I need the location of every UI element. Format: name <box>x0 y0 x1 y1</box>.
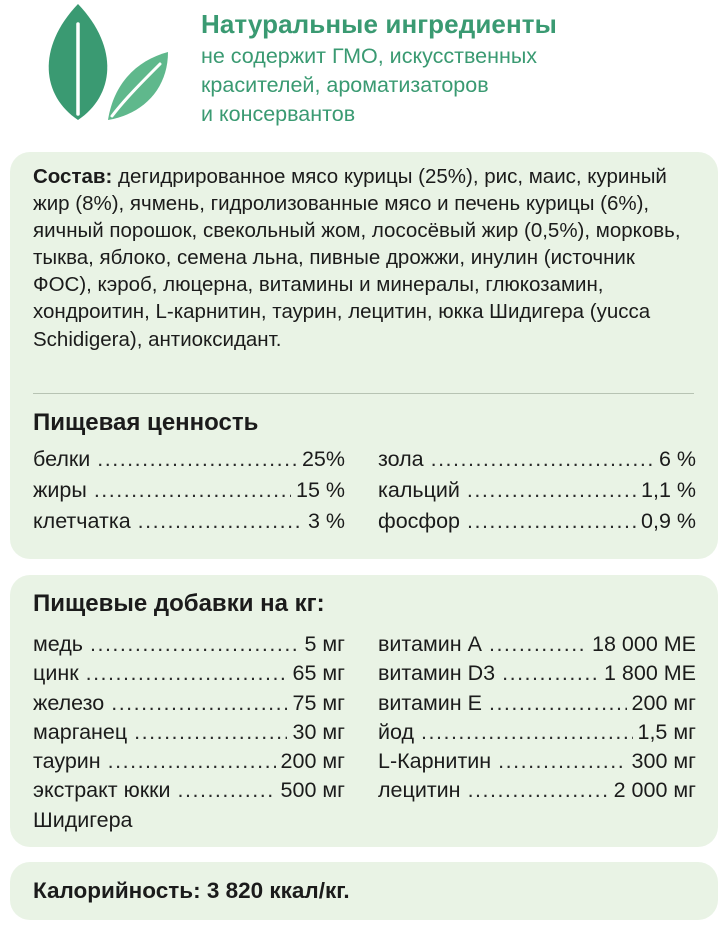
composition-label: Состав: <box>33 165 113 188</box>
subtitle-line: не содержит ГМО, искусственных <box>201 44 538 68</box>
subtitle-line: красителей, ароматизаторов <box>201 73 489 97</box>
additive-name: витамин А <box>378 632 482 656</box>
nutrition-title: Пищевая ценность <box>33 409 259 436</box>
leader-dots <box>108 747 276 776</box>
additive-value: 1,5 мг <box>637 719 696 744</box>
leader-dots <box>502 659 599 688</box>
leader-dots <box>489 689 627 718</box>
subtitle-line: и консервантов <box>201 102 356 126</box>
nutrition-row <box>33 506 345 537</box>
header <box>201 6 718 129</box>
leader-dots <box>468 776 609 805</box>
leader-dots <box>431 444 654 475</box>
additive-value: 300 мг <box>631 749 696 774</box>
nutrition-row <box>378 475 696 506</box>
additive-value: 75 мг <box>292 690 345 715</box>
leaves-icon <box>34 2 174 120</box>
additive-value: 500 мг <box>280 778 345 803</box>
nutrient-name: зола <box>378 447 424 471</box>
nutrition-row <box>378 444 696 475</box>
leader-dots <box>94 475 291 506</box>
additive-name: медь <box>33 632 84 656</box>
additive-name-continuation: Шидигера <box>33 807 133 832</box>
leader-dots <box>467 506 636 537</box>
additive-row <box>378 747 696 776</box>
additive-row <box>33 718 345 747</box>
additive-value: 65 мг <box>292 661 345 686</box>
page-title: Натуральные ингредиенты <box>201 9 557 39</box>
nutrition-row <box>378 506 696 537</box>
composition-ingredients: дегидрированное мясо курицы (25%), рис, маис, куриный жир (8%), ячмень, гидролизованные мясо и печень курицы (6%), яичный порошок, свекольный жом, лососёвый жир (0,5%), морковь, тыква, яблоко, семена льна, пивные дрожжи, инулин (источник ФОС), кэроб, люцерна, витамины и минералы, глюкозамин, хондроитин, L-карнитин, таурин, лецитин, юкка Шидигера (yucca Schidigera), антиоксидант. <box>33 165 681 351</box>
nutrient-value: 6 % <box>658 447 696 471</box>
divider <box>33 393 694 394</box>
nutrition-row <box>33 444 345 475</box>
nutrient-value: 3 % <box>307 509 345 533</box>
leader-dots <box>467 475 636 506</box>
additive-value: 5 мг <box>304 632 345 656</box>
additive-value: 2 000 мг <box>613 778 696 803</box>
nutrition-table <box>33 444 696 537</box>
nutrition-row <box>33 475 345 506</box>
additive-row <box>378 718 696 747</box>
additive-value: 200 мг <box>631 690 696 715</box>
additive-row <box>33 776 345 805</box>
additive-name: марганец <box>33 719 128 744</box>
additive-value: 18 000 МЕ <box>592 632 696 656</box>
additives-column-left <box>33 630 345 835</box>
additives-title: Пищевые добавки на кг: <box>33 590 325 617</box>
calories-panel <box>10 862 718 920</box>
leader-dots <box>138 506 303 537</box>
nutrient-name: фосфор <box>378 509 461 533</box>
additive-row <box>378 776 696 805</box>
nutrient-value: 25% <box>301 447 345 471</box>
additive-row <box>378 630 696 659</box>
leader-dots <box>178 776 276 805</box>
additive-row <box>33 630 345 659</box>
leader-dots <box>421 718 632 747</box>
leader-dots <box>111 689 287 718</box>
additive-name: лецитин <box>378 778 461 803</box>
leader-dots <box>86 659 288 688</box>
nutrition-column-left <box>33 444 345 537</box>
additive-value: 30 мг <box>292 719 345 744</box>
nutrient-name: клетчатка <box>33 509 131 533</box>
additive-name: L-Карнитин <box>378 749 492 774</box>
additive-row <box>378 689 696 718</box>
additive-name: витамин Е <box>378 690 482 715</box>
leader-dots <box>134 718 287 747</box>
nutrient-value: 15 % <box>295 478 345 502</box>
composition-text <box>33 163 683 353</box>
additive-name: йод <box>378 719 415 744</box>
additive-row <box>33 689 345 718</box>
additives-panel <box>10 575 718 847</box>
calories-text: Калорийность: 3 820 ккал/кг. <box>33 878 350 903</box>
additive-value: 200 мг <box>280 749 345 774</box>
additive-name: цинк <box>33 661 79 686</box>
nutrient-name: кальций <box>378 478 460 502</box>
additives-column-right <box>378 630 696 835</box>
additive-row <box>33 747 345 776</box>
nutrient-value: 0,9 % <box>641 509 696 533</box>
leader-dots <box>489 630 587 659</box>
leader-dots <box>90 630 299 659</box>
additive-name: железо <box>33 690 105 715</box>
additive-name: экстракт юкки <box>33 778 171 803</box>
additive-name: таурин <box>33 749 101 774</box>
page-subtitle <box>201 42 701 129</box>
additives-table <box>33 630 696 835</box>
nutrient-value: 1,1 % <box>641 478 696 502</box>
additive-row <box>378 659 696 688</box>
nutrition-column-right <box>378 444 696 537</box>
nutrient-name: белки <box>33 447 91 471</box>
composition-panel <box>10 152 718 559</box>
nutrient-name: жиры <box>33 478 87 502</box>
additive-value: 1 800 МЕ <box>603 661 696 686</box>
additive-row <box>33 659 345 688</box>
leader-dots <box>97 444 297 475</box>
leader-dots <box>498 747 626 776</box>
additive-name: витамин D3 <box>378 661 496 686</box>
